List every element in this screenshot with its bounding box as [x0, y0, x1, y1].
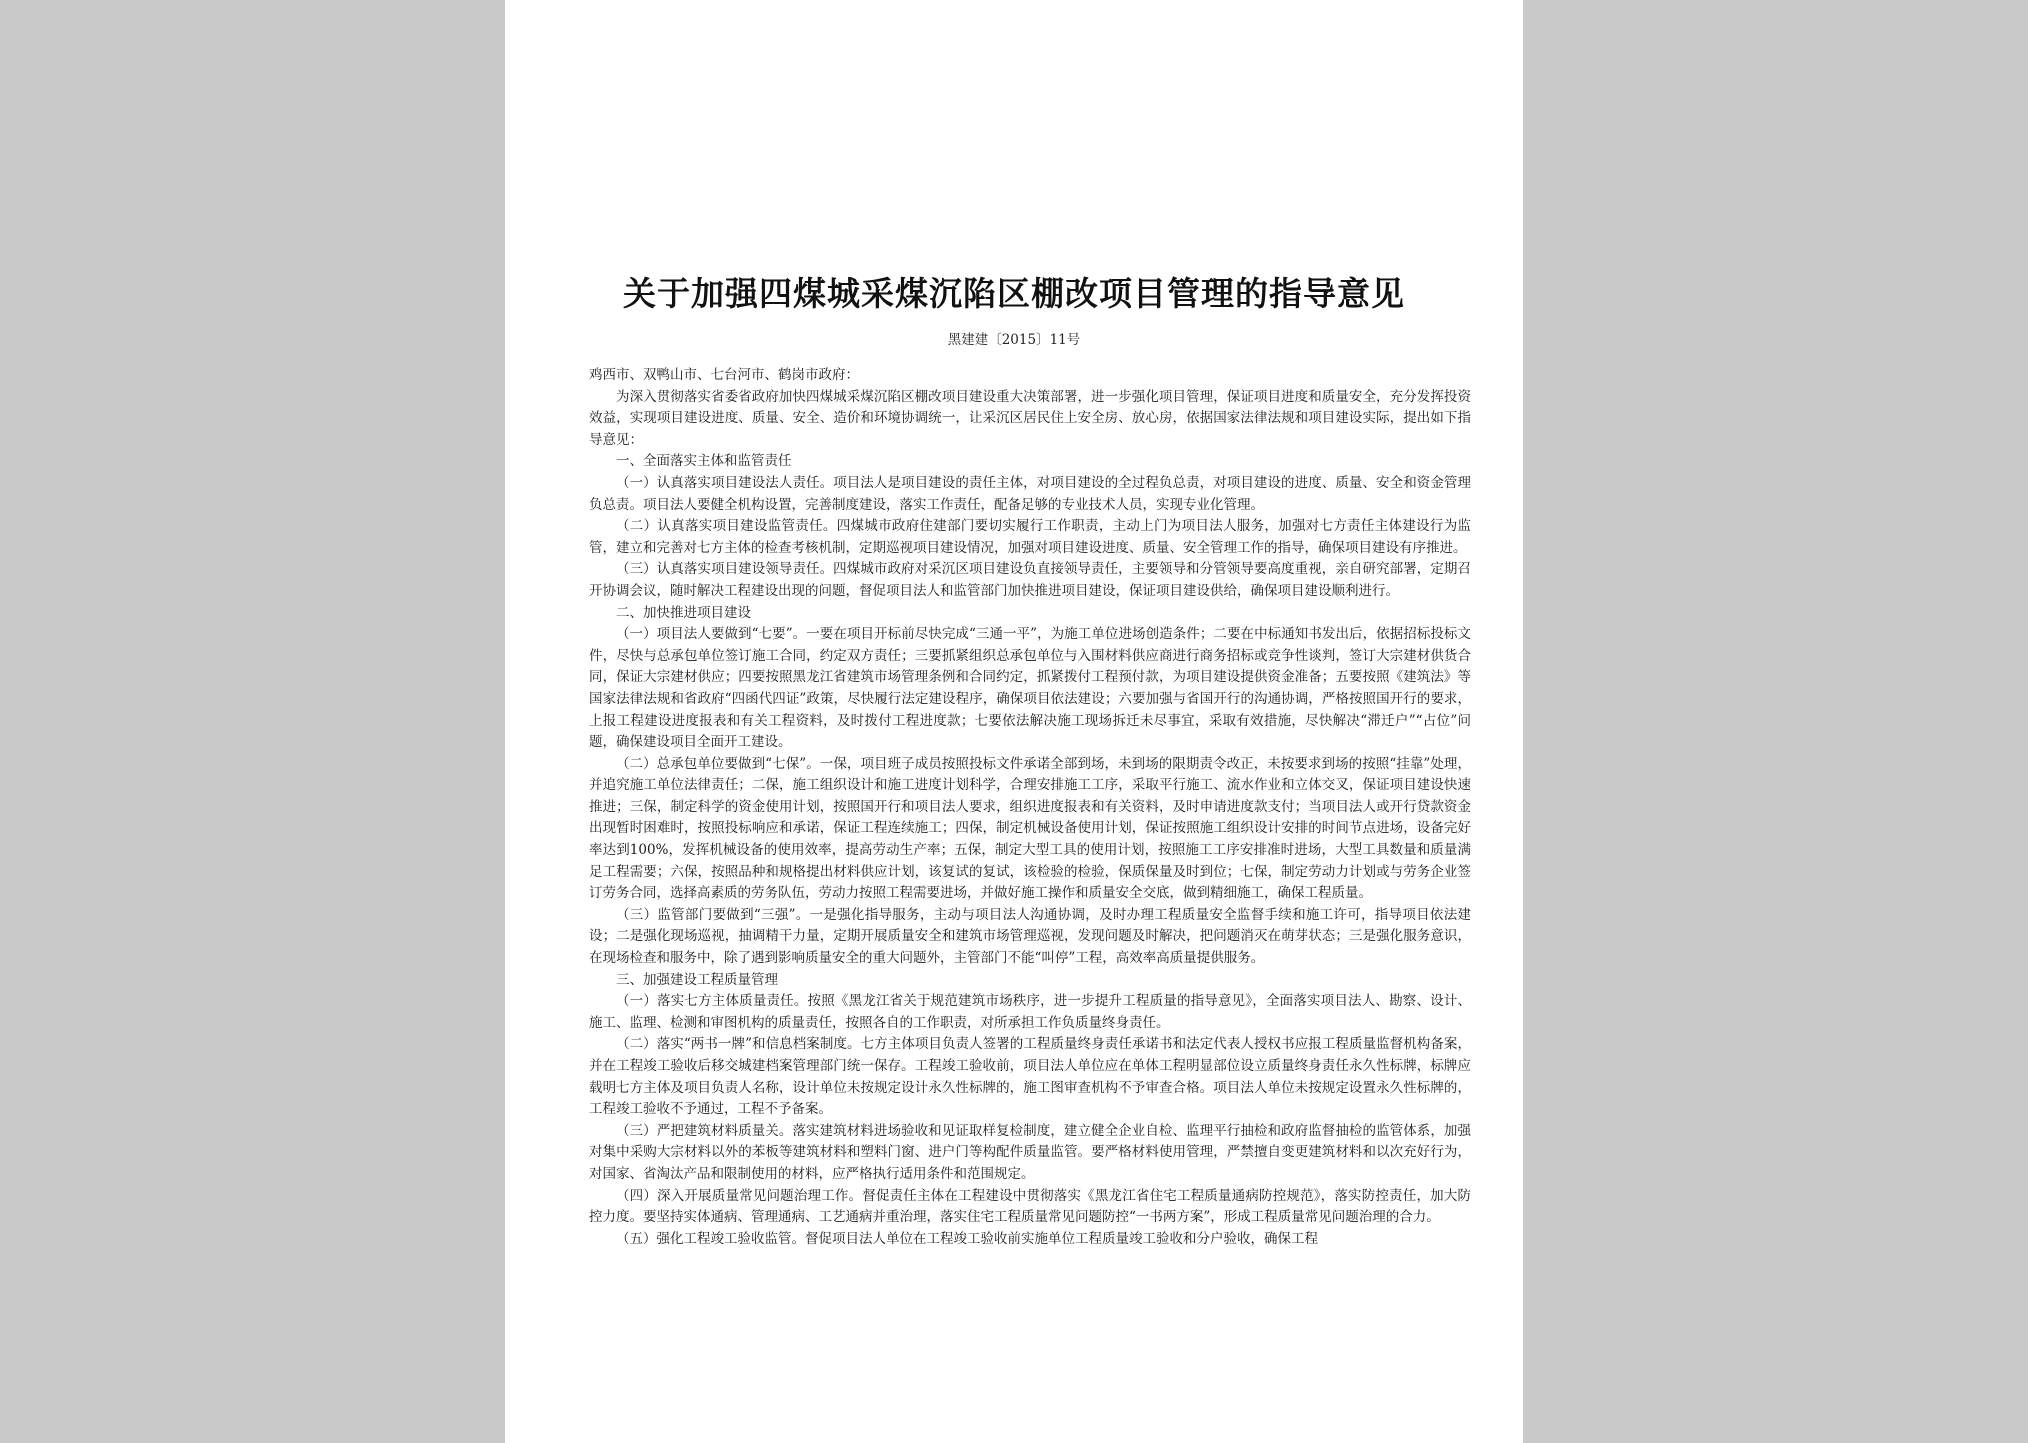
paragraph: （一）落实七方主体质量责任。按照《黑龙江省关于规范建筑市场秩序，进一步提升工程质量的指导意见》，全面落实项目法人、勘察、设计、施工、监理、检测和审图机构的质量责任，按照各自的工作职责，对所承担工作负质量终身责任。	[589, 993, 1471, 1031]
section-heading: 三、加强建设工程质量管理	[616, 971, 778, 988]
document-title: 关于加强四煤城采煤沉陷区棚改项目管理的指导意见	[623, 274, 1405, 313]
paragraph: （二）落实“两书一牌”和信息档案制度。七方主体项目负责人签署的工程质量终身责任承诺书和法定代表人授权书应报工程质量监督机构备案，并在工程竣工验收后移交城建档案管理部门统一保存。工程竣工验收前，项目法人单位应在单体工程明显部位设立质量终身责任永久性标牌，标牌应载明七方主体及项目负责人名称，设计单位未按规定设计永久性标牌的，施工图审查机构不予审查合格。项目法人单位未按规定设置永久性标牌的，工程竣工验收不予通过，工程不予备案。	[589, 1036, 1471, 1118]
paragraph: （一）认真落实项目建设法人责任。项目法人是项目建设的责任主体，对项目建设的全过程负总责，对项目建设的进度、质量、安全和资金管理负总责。项目法人要健全机构设置，完善制度建设，落实工作责任，配备足够的专业技术人员，实现专业化管理。	[589, 474, 1471, 513]
paragraph: （四）深入开展质量常见问题治理工作。督促责任主体在工程建设中贯彻落实《黑龙江省住宅工程质量通病防控规范》，落实防控责任，加大防控力度。要坚持实体通病、管理通病、工艺通病并重治理，落实住宅工程质量常见问题防控“一书两方案”，形成工程质量常见问题治理的合力。	[589, 1187, 1471, 1226]
document-body	[589, 365, 1471, 1250]
section-heading: 二、加快推进项目建设	[616, 604, 751, 621]
section-heading: 一、全面落实主体和监管责任	[616, 453, 792, 470]
addressee: 鸡西市、双鸭山市、七台河市、鹤岗市政府：	[589, 367, 859, 383]
paragraph: （五）强化工程竣工验收监管。督促项目法人单位在工程竣工验收前实施单位工程质量竣工验收和分户验收，确保工程	[616, 1230, 1318, 1247]
paragraph: （一）项目法人要做到“七要”。一要在项目开标前尽快完成“三通一平”，为施工单位进场创造条件；二要在中标通知书发出后，依据招标投标文件，尽快与总承包单位签订施工合同，约定双方责任；三要抓紧组织总承包单位与入围材料供应商进行商务招标或竞争性谈判，签订大宗建材供货合同，保证大宗建材供应；四要按照黑龙江省建筑市场管理条例和合同约定，抓紧拨付工程预付款，为项目建设提供资金准备；五要按照《建筑法》等国家法律法规和省政府“四函代四证”政策，尽快履行法定建设程序，确保项目依法建设；六要加强与省国开行的沟通协调，严格按照国开行的要求，上报工程建设进度报表和有关工程资料，及时拨付工程进度款；七要依法解决施工现场拆迁未尽事宜，采取有效措施，尽快解决“滞迁户”“占位”问题，确保建设项目全面开工建设。	[589, 626, 1471, 751]
document-page	[505, 0, 1523, 1443]
document-number: 黑建建〔2015〕11号	[947, 332, 1081, 348]
paragraph: （三）监管部门要做到“三强”。一是强化指导服务，主动与项目法人沟通协调，及时办理工程质量安全监督手续和施工许可，指导项目依法建设；二是强化现场巡视，抽调精干力量，定期开展质量安全和建筑市场管理巡视，发现问题及时解决，把问题消灭在萌芽状态；三是强化服务意识，在现场检查和服务中，除了遇到影响质量安全的重大问题外，主管部门不能“叫停”工程，高效率高质量提供服务。	[589, 906, 1471, 967]
paragraph: （三）严把建筑材料质量关。落实建筑材料进场验收和见证取样复检制度，建立健全企业自检、监理平行抽检和政府监督抽检的监管体系，加强对集中采购大宗材料以外的苯板等建筑材料和塑料门窗、进户门等构配件质量监管。要严格材料使用管理，严禁擅自变更建筑材料和以次充好行为，对国家、省淘汰产品和限制使用的材料，应严格执行适用条件和范围规定。	[589, 1122, 1471, 1182]
paragraph: （二）总承包单位要做到“七保”。一保，项目班子成员按照投标文件承诺全部到场，未到场的限期责令改正，未按要求到场的按照“挂靠”处理，并追究施工单位法律责任；二保，施工组织设计和施工进度计划科学，合理安排施工工序，采取平行施工、流水作业和立体交叉，保证项目建设快速推进；三保，制定科学的资金使用计划，按照国开行和项目法人要求，组织进度报表和有关资料，及时申请进度款支付；当项目法人或开行贷款资金出现暂时困难时，按照投标响应和承诺，保证工程连续施工；四保，制定机械设备使用计划，保证按照施工组织设计安排的时间节点进场，设备完好率达到100%，发挥机械设备的使用效率，提高劳动生产率；五保，制定大型工具的使用计划，按照施工工序安排准时进场，大型工具数量和质量满足工程需要；六保，按照品种和规格提出材料供应计划，该复试的复试，该检验的检验，保质保量及时到位；七保，制定劳动力计划或与劳务企业签订劳务合同，选择高素质的劳务队伍，劳动力按照工程需要进场，并做好施工操作和质量安全交底，做到精细施工，确保工程质量。	[589, 755, 1471, 902]
paragraph: （三）认真落实项目建设领导责任。四煤城市政府对采沉区项目建设负直接领导责任，主要领导和分管领导要高度重视，亲自研究部署，定期召开协调会议，随时解决工程建设出现的问题，督促项目法人和监管部门加快推进项目建设，保证项目建设供给，确保项目建设顺利进行。	[589, 561, 1471, 599]
paragraph: （二）认真落实项目建设监管责任。四煤城市政府住建部门要切实履行工作职责，主动上门为项目法人服务，加强对七方责任主体建设行为监管，建立和完善对七方主体的检查考核机制，定期巡视项目建设情况，加强对项目建设进度、质量、安全管理工作的指导，确保项目建设有序推进。	[589, 518, 1471, 556]
paragraph: 为深入贯彻落实省委省政府加快四煤城采煤沉陷区棚改项目建设重大决策部署，进一步强化项目管理，保证项目进度和质量安全，充分发挥投资效益，实现项目建设进度、质量、安全、造价和环境协调统一，让采沉区居民住上安全房、放心房，依据国家法律法规和项目建设实际，提出如下指导意见：	[589, 388, 1471, 448]
